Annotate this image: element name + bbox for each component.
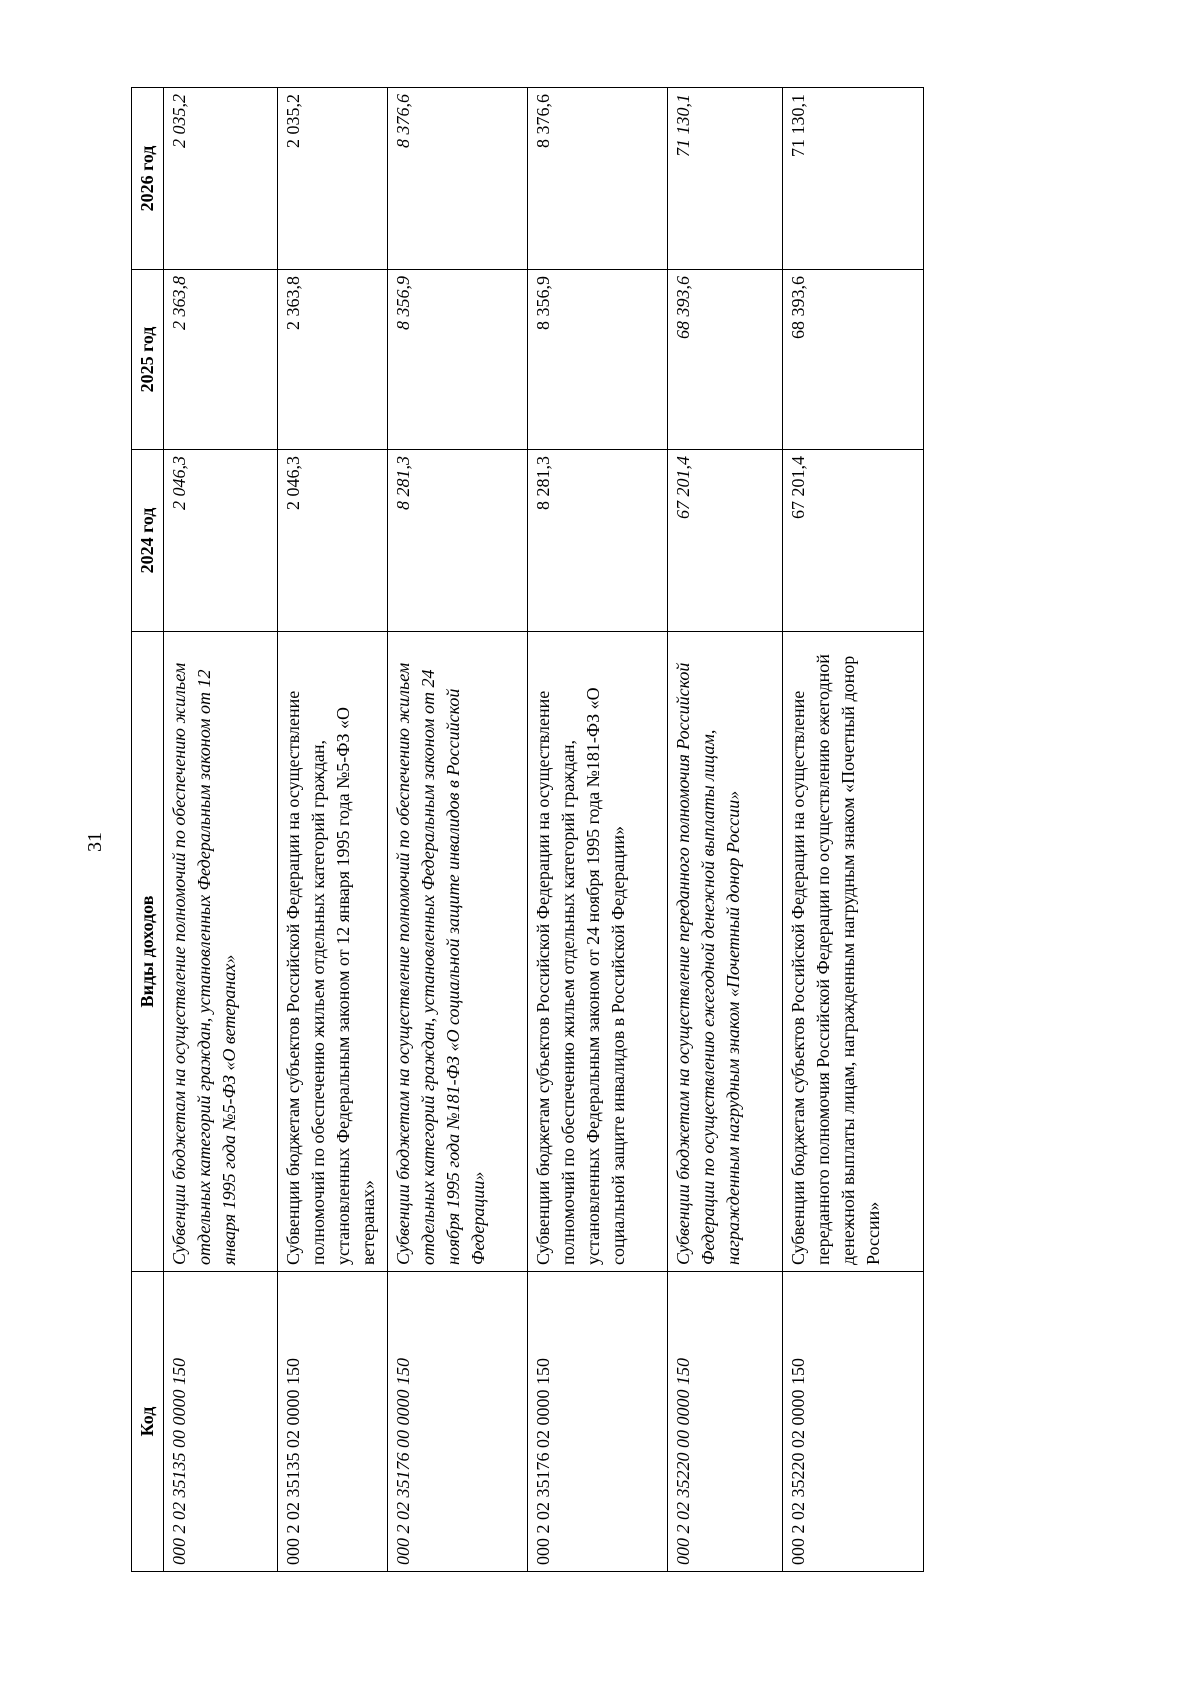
value-2026-cell: 71 130,1	[668, 88, 783, 270]
code-cell: 000 2 02 35135 02 0000 150	[278, 1272, 388, 1572]
table-row	[783, 88, 924, 1572]
income-type-cell: Субвенции бюджетам субъектов Российской Федерации на осуществление переданного полномочия Российской Федерации по осуществлению ежегодной денежной выплаты лицам, награжденным нагрудным знаком «Почетный донор России»	[783, 632, 924, 1272]
value-2025-cell: 68 393,6	[783, 270, 924, 450]
header-2024: 2024 год	[132, 450, 164, 632]
code-cell: 000 2 02 35176 02 0000 150	[528, 1272, 668, 1572]
table-row	[164, 88, 278, 1572]
table-header-row	[132, 88, 164, 1572]
value-2024-cell: 67 201,4	[783, 450, 924, 632]
value-2025-cell: 2 363,8	[164, 270, 278, 450]
code-cell: 000 2 02 35176 00 0000 150	[388, 1272, 528, 1572]
income-type-cell: Субвенции бюджетам на осуществление полномочий по обеспечению жильем отдельных категорий граждан, установленных Федеральным законом от 12 января 1995 года №5-ФЗ «О ветеранах»	[164, 632, 278, 1272]
value-2026-cell: 8 376,6	[388, 88, 528, 270]
income-type-cell: Субвенции бюджетам субъектов Российской Федерации на осуществление полномочий по обеспечению жильем отдельных категорий граждан, установленных Федеральным законом от 12 января 1995 года №5-ФЗ «О ветеранах»	[278, 632, 388, 1272]
value-2026-cell: 2 035,2	[164, 88, 278, 270]
header-2026: 2026 год	[132, 88, 164, 270]
code-cell: 000 2 02 35135 00 0000 150	[164, 1272, 278, 1572]
income-type-cell: Субвенции бюджетам субъектов Российской Федерации на осуществление полномочий по обеспечению жильем отдельных категорий граждан, установленных Федеральным законом от 24 ноября 1995 года №181-ФЗ «О социальной защите инвалидов в Российской Федерации»	[528, 632, 668, 1272]
value-2026-cell: 2 035,2	[278, 88, 388, 270]
rotated-table-container	[131, 88, 921, 1572]
table-row	[278, 88, 388, 1572]
income-type-cell: Субвенции бюджетам на осуществление полномочий по обеспечению жильем отдельных категорий граждан, установленных Федеральным законом от 24 ноября 1995 года №181-ФЗ «О социальной защите инвалидов в Российской Федерации»	[388, 632, 528, 1272]
income-type-cell: Субвенции бюджетам на осуществление переданного полномочия Российской Федерации по осуществлению ежегодной денежной выплаты лицам, награжденным нагрудным знаком «Почетный донор России»	[668, 632, 783, 1272]
value-2024-cell: 8 281,3	[388, 450, 528, 632]
code-cell: 000 2 02 35220 02 0000 150	[783, 1272, 924, 1572]
value-2024-cell: 67 201,4	[668, 450, 783, 632]
value-2024-cell: 8 281,3	[528, 450, 668, 632]
value-2024-cell: 2 046,3	[278, 450, 388, 632]
income-table	[131, 87, 924, 1572]
header-2025: 2025 год	[132, 270, 164, 450]
value-2025-cell: 2 363,8	[278, 270, 388, 450]
page-number: 31	[84, 832, 106, 852]
value-2026-cell: 71 130,1	[783, 88, 924, 270]
value-2026-cell: 8 376,6	[528, 88, 668, 270]
value-2025-cell: 8 356,9	[528, 270, 668, 450]
value-2025-cell: 8 356,9	[388, 270, 528, 450]
value-2024-cell: 2 046,3	[164, 450, 278, 632]
header-code: Код	[132, 1272, 164, 1572]
table-row	[668, 88, 783, 1572]
header-income-type: Виды доходов	[132, 632, 164, 1272]
value-2025-cell: 68 393,6	[668, 270, 783, 450]
table-row	[528, 88, 668, 1572]
code-cell: 000 2 02 35220 00 0000 150	[668, 1272, 783, 1572]
table-row	[388, 88, 528, 1572]
